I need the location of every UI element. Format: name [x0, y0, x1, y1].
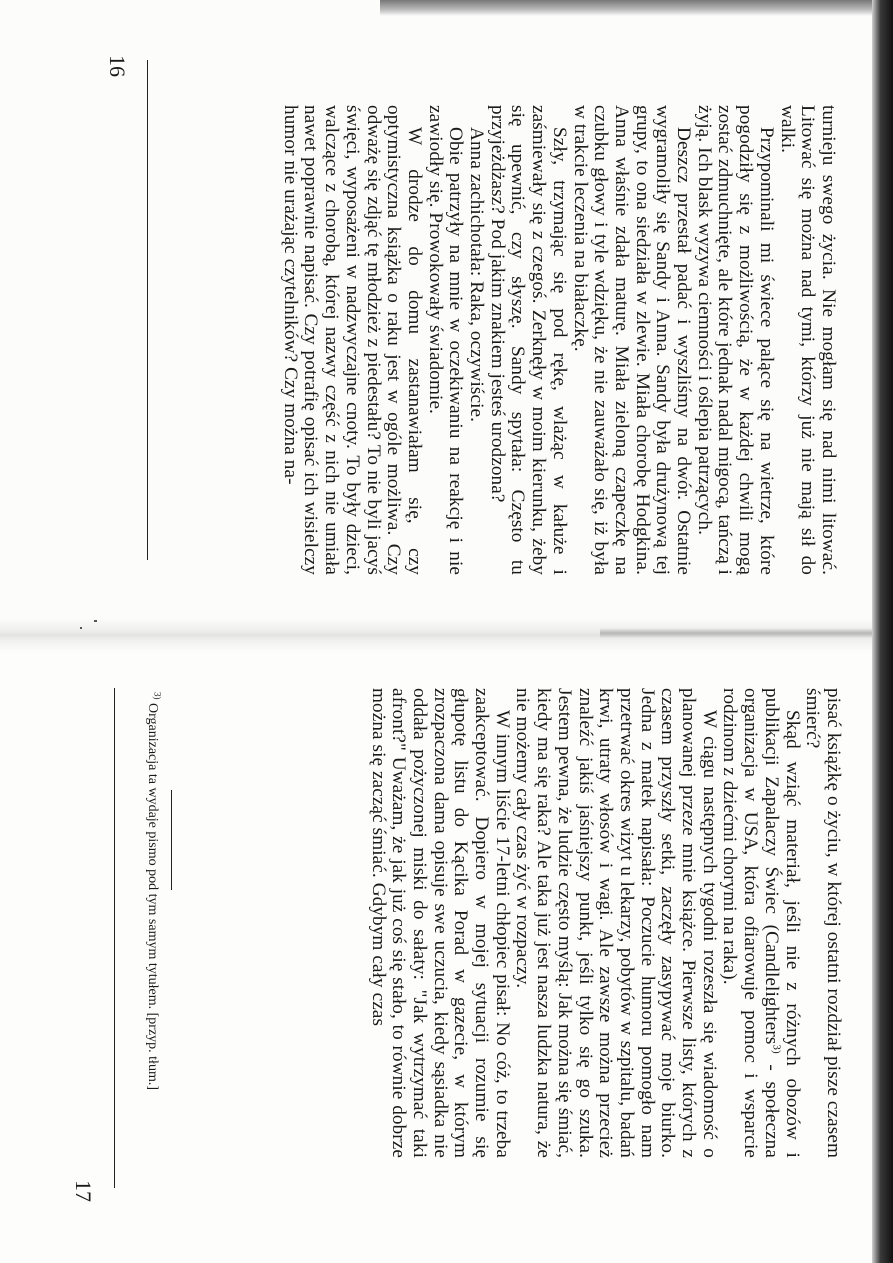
paragraph: W drodze do domu zastanawiałam się, czy optymistyczna książka o raku jest w ogóle możliwa. Czy odważę się zdjąć tę młodzież z piedestału? To nie byli jacyś święci, wyposażeni w nadzwyczajne cnoty. To były dzieci, walczące z chorobą, której nazwy część z nich nie umiała nawet poprawnie napisać. Czy potrafię opisać ich wisielczy humor nie urażając czytelników? Czy można na- [279, 105, 425, 575]
paragraph: turnieju swego życia. Nie mogłam się nad nimi litować. Litować się można nad tymi, którzy już nie mają sił do walki. [776, 105, 839, 575]
paragraph: Deszcz przestał padać i wyszliśmy na dwór. Ostatnie wygramoliły się Sandy i Anna. Sandy była drużynową tej grupy, to ona siedziała w zlewie. Miała chorobę Hodgkina. Anna właśnie zdała maturę. Miała zieloną czapeczkę na czubku głowy i tyle wdzięku, że nie zauważało się, iż była w trakcie leczenia na białaczkę. [569, 105, 695, 575]
footnote-text: Organizacja ta wydaje pismo pod tym samym tytułem. [przyp. tłum.] [145, 703, 160, 1090]
page-number-16: 16 [105, 55, 130, 77]
scan-edge-shadow-middle [600, 628, 893, 638]
paragraph: Przypominali mi świece palące się na wietrze, które pogodziły się z możliwością, że w każdej chwili mogą zostać zdmuchnięte, ale które jednak nadal migocą, tańczą i żyją. Ich blask wyzywa ciemności i oślepia patrzących. [693, 105, 777, 575]
paragraph-text: Skąd wziąć materiał, jeśli nie z różnych obozów i publikacji Zapalaczy Świec (Candlelighters [760, 688, 803, 1158]
footnote-marker: 3) [152, 692, 163, 700]
page-16-text-column [279, 105, 838, 575]
footnote [143, 692, 161, 1152]
paragraph: W innym liście 17-letni chłopiec pisał: No cóż, to trzeba zaakceptować. Dopiero w mojej sytuacji rozumie się głupotę listu do Kącika Porad w gazecie, w którym zrozpaczona dama opisuje swe uczucia, kiedy sąsiadka nie oddała pożyczonej miski do sałaty: "Jak wytrzymać taki afront?" Uważam, że jak już coś się stało, to równie dobrze można się zacząć śmiać. Gdybym cały czas [367, 688, 513, 1158]
scan-edge-shadow-right [872, 0, 893, 1263]
scan-speck [94, 620, 97, 622]
scan-speck [80, 627, 82, 629]
header-rule-left-page [147, 60, 148, 560]
page-17-text-column [367, 688, 843, 1158]
paragraph [719, 688, 802, 1158]
paragraph: Obie patrzyły na mnie w oczekiwaniu na reakcję i nie zawiodły się. Prowokowały świadomie. [424, 105, 467, 575]
footnote-rule [171, 790, 172, 890]
paragraph-text: - społeczna organizacja w USA, która ofiarowuje pomoc i wsparcie rodzinom z dziećmi chorymi na raka). [719, 688, 782, 1158]
scan-edge-shadow-top [380, 0, 893, 16]
page-number-17: 17 [71, 1180, 96, 1202]
footnote-reference: 3) [770, 1044, 783, 1054]
header-rule-right-page [114, 688, 115, 1188]
paragraph: Anna zachichotała: Raka, oczywiście. [466, 127, 488, 423]
paragraph: W ciągu następnych tygodni rozeszła się wiadomość o planowanej przeze mnie książce. Pierwsze listy, których z czasem przyszły setki, zaczęły zasypywać moje biurko. Jedna z matek napisała: Poczucie humoru pomogło nam przetrwać okres wizyt u lekarzy, pobytów w szpitalu, badań krwi, utraty włosów i wagi. Ale zawsze można przecież znaleźć jakiś jaśniejszy punkt, jeśli tylko się go szuka. Jestem pewna, że ludzie często myślą: Jak można się śmiać, kiedy ma się raka? Ale taka już jest nasza ludzka natura, że nie możemy cały czas żyć w rozpaczy. [512, 688, 720, 1158]
paragraph: Szły, trzymając się pod rękę, wlażąc w kałuże i zaśmiewały się z czegoś. Zerknęły w moim kierunku, żeby się upewnić, czy słyszę. Sandy spytała: Często tu przyjeżdżasz? Pod jakim znakiem jesteś urodzona? [486, 105, 570, 575]
paragraph: pisać książkę o życiu, w której ostatni rozdział pisze czasem śmierć? [802, 688, 844, 1158]
